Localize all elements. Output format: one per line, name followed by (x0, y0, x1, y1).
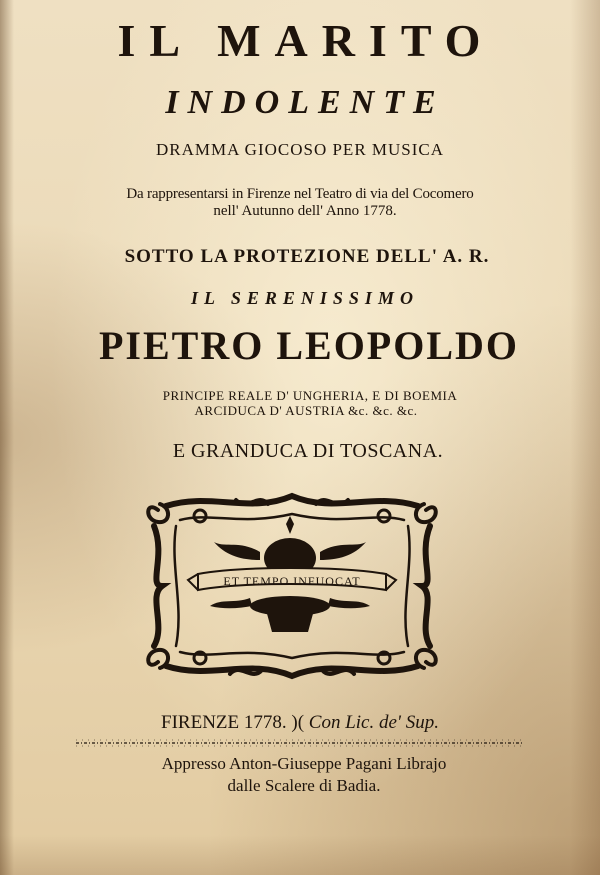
vignette-motto: ET TEMPO INFUOCAT (223, 574, 361, 588)
publisher-line-2: dalle Scalere di Badia. (227, 776, 381, 795)
imprint-city-year: FIRENZE 1778. (161, 712, 287, 733)
patron-name: PIETRO LEOPOLDO (98, 323, 520, 368)
patron-titles-line-3: E GRANDUCA DI TOSCANA. (172, 440, 444, 462)
imprint-separator: )( (291, 712, 305, 733)
protection-line: SOTTO LA PROTEZIONE DELL' A. R. (124, 246, 490, 267)
book-title: IL MARITO (117, 15, 495, 66)
patron-titles-line-1: PRINCIPE REALE D' UNGHERIA, E DI BOEMIA (162, 388, 458, 403)
imprint-line-1 (0, 712, 600, 734)
serenissimo-line: IL SERENISSIMO (191, 288, 419, 308)
genre-line: DRAMMA GIOCOSO PER MUSICA (155, 140, 445, 159)
page-bottom-shadow (0, 835, 600, 875)
venue-line-1: Da rappresentarsi in Firenze nel Teatro di via del Cocomero (126, 186, 474, 202)
publisher-line-1: Appresso Anton-Giuseppe Pagani Librajo (161, 754, 447, 773)
patron-titles-line-2: ARCIDUCA D' AUSTRIA &c. &c. &c. (194, 403, 418, 418)
page-edge-shadow (570, 0, 600, 875)
book-subtitle: INDOLENTE (165, 84, 445, 121)
ornamental-rule (76, 738, 524, 748)
printers-device-vignette (140, 486, 444, 686)
imprint-licence: Con Lic. de' Sup. (308, 712, 439, 733)
venue-line-2: nell' Autunno dell' Anno 1778. (213, 203, 397, 219)
page-spine-shadow (0, 0, 14, 875)
